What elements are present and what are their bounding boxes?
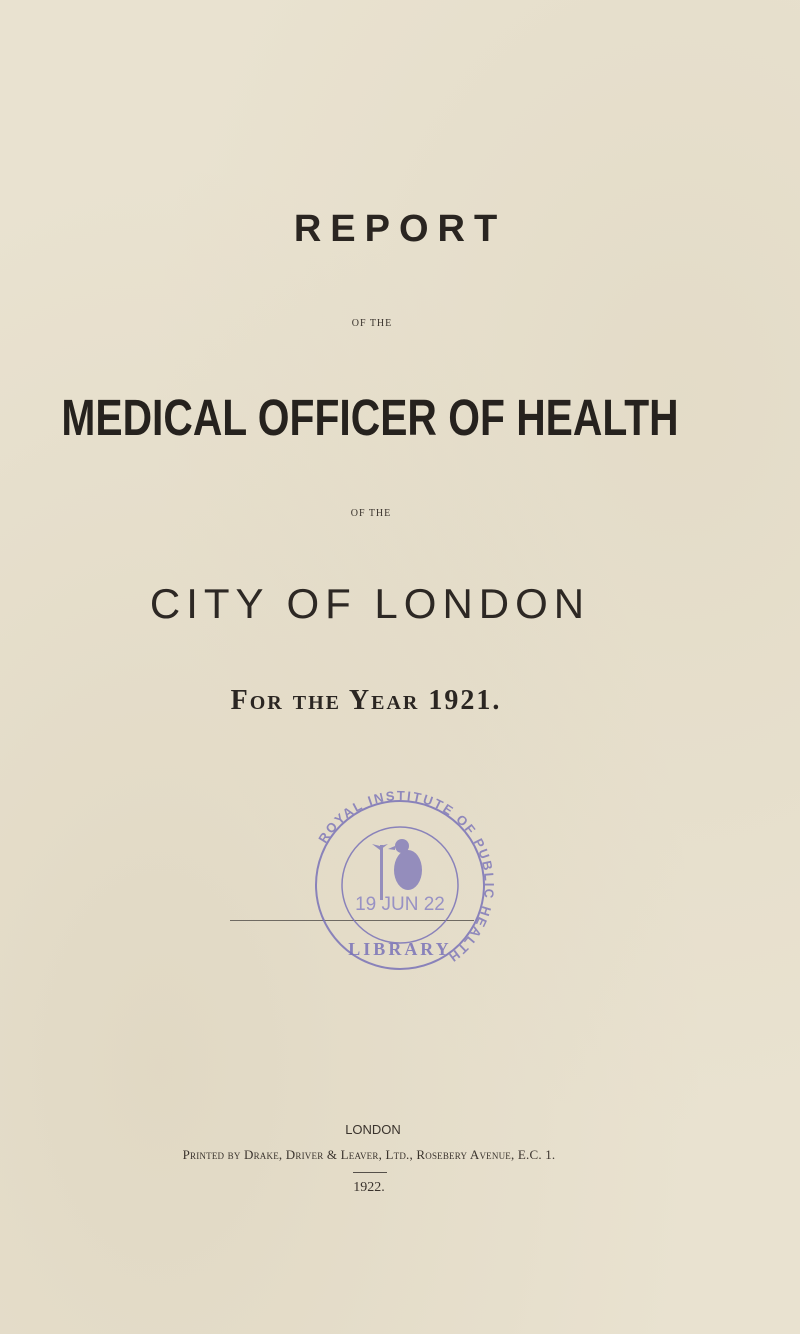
- stamp-date: 19 JUN 22: [355, 894, 445, 915]
- of-the-connector-1: OF THE: [351, 318, 393, 329]
- imprint-year: 1922.: [353, 1180, 385, 1195]
- place-title: CITY OF LONDON: [149, 580, 591, 627]
- bird-emblem-icon: [372, 839, 422, 900]
- of-the-connector-2: OF THE: [350, 508, 392, 519]
- stamp-bottom-text: LIBRARY: [348, 939, 452, 959]
- imprint-printer: Printed by Drake, Driver & Leaver, Ltd., Rosebery Avenue, E.C. 1.: [182, 1147, 556, 1162]
- year-line: [0, 685, 766, 717]
- stamp-ring-text: ROYAL INSTITUTE OF PUBLIC HEALTH: [315, 790, 498, 966]
- office-title: MEDICAL OFFICER OF HEALTH: [61, 389, 679, 446]
- imprint-city: LONDON: [345, 1122, 401, 1137]
- report-heading: REPORT: [293, 208, 507, 250]
- library-stamp: [230, 790, 510, 980]
- stamp-graphic: [230, 790, 510, 980]
- imprint-rule: [353, 1172, 387, 1173]
- year-prefix: For the Year: [230, 685, 420, 716]
- report-year: 1921.: [428, 685, 502, 716]
